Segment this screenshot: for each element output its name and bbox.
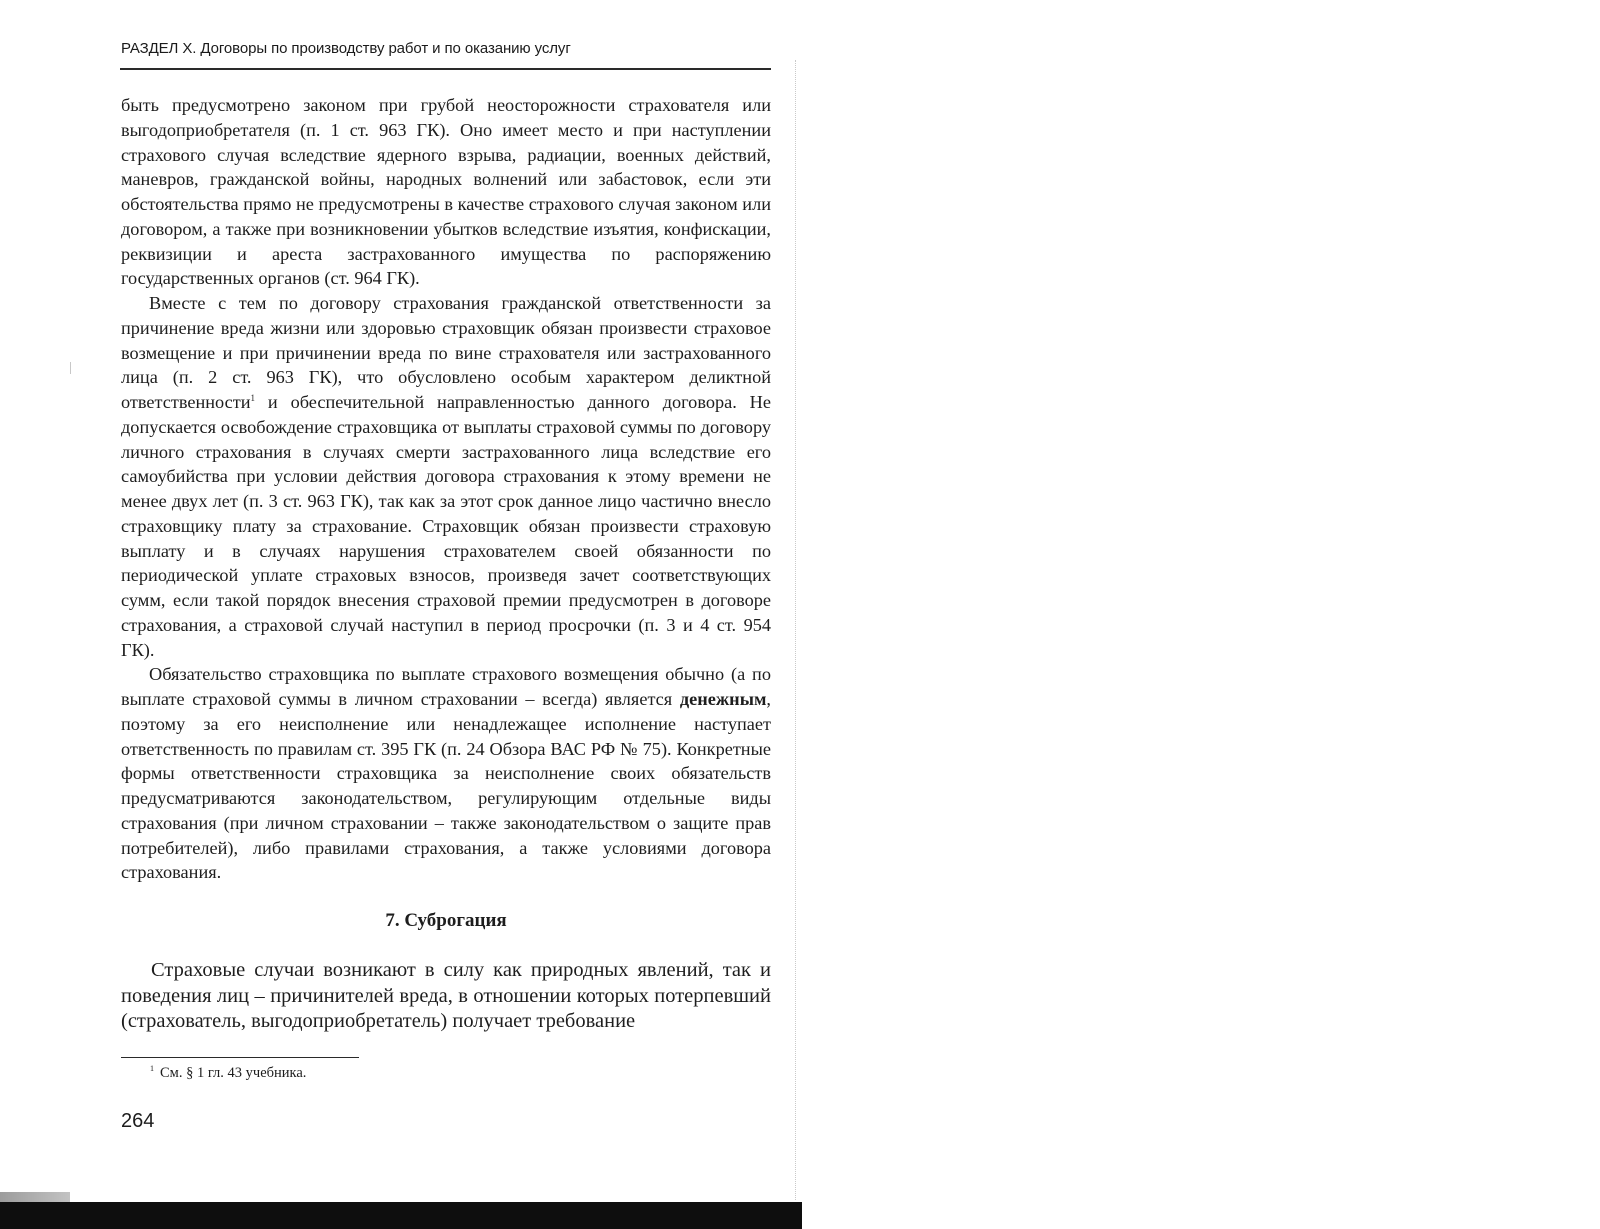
paragraph-2 bbox=[121, 291, 771, 662]
paragraph-2-text-a: Вместе с тем по договору страхования гражданской ответственности за причинение вреда жизни или здоровью страховщик обязан произвести страховое возмещение и при причинении вреда по вине страхователя или застрахованного лица (п. 2 ст. 963 ГК), что обусловлено особым характером деликтной ответственности bbox=[121, 293, 771, 412]
header-rule bbox=[120, 68, 771, 70]
footnote-rule bbox=[121, 1057, 359, 1058]
running-head: РАЗДЕЛ X. Договоры по производству работ и по оказанию услуг bbox=[121, 40, 571, 57]
footnote-reference: 1 bbox=[250, 392, 256, 403]
page-number: 264 bbox=[121, 1110, 155, 1132]
footnote bbox=[150, 1064, 306, 1082]
paragraph-3-text-b: , поэтому за его неисполнение или ненадлежащее исполнение наступает ответственность по правилам ст. 395 ГК (п. 24 Обзора ВАС РФ № 75). Конкретные формы ответственности страховщика за неисполнение своих обязательств предусматриваются законодательством, регулирующим отдельные виды страхования (при личном страховании – также законодательством о защите прав потребителей), либо правилами страхования, а также условиями договора страхования. bbox=[121, 689, 771, 883]
paragraph-1: быть предусмотрено законом при грубой неосторожности страхователя или выгодоприобретателя (п. 1 ст. 963 ГК). Оно имеет место и при наступлении страхового случая вследствие ядерного взрыва, радиации, военных действий, маневров, гражданской войны, народных волнений или забастовок, если эти обстоятельства прямо не предусмотрены в качестве страхового случая законом или договором, а также при возникновении убытков вследствие изъятия, конфискации, реквизиции и ареста застрахованного имущества по распоряжению государственных органов (ст. 964 ГК). bbox=[121, 95, 771, 289]
paragraph-3-text-a: Обязательство страховщика по выплате страхового возмещения обычно (а по выплате страховой суммы в личном страховании – всегда) является bbox=[121, 664, 771, 709]
section-paragraph: Страховые случаи возникают в силу как природных явлений, так и поведения лиц – причинителей вреда, в отношении которых потерпевший (страхователь, выгодоприобретатель) получает требование bbox=[121, 959, 771, 1032]
footnote-marker: 1 bbox=[150, 1064, 154, 1073]
paragraph-3-bold-term: денежным bbox=[679, 689, 767, 709]
section-heading: 7. Суброгация bbox=[385, 910, 507, 931]
body-text bbox=[121, 93, 771, 885]
scan-bottom-band bbox=[0, 1202, 802, 1229]
page-gutter-artifact bbox=[795, 60, 796, 1200]
paragraph-3 bbox=[121, 662, 771, 885]
paragraph-2-text-b: и обеспечительной направленностью данного договора. Не допускается освобождение страховщика от выплаты страховой суммы по договору личного страхования в случаях смерти застрахованного лица вследствие его самоубийства при условии действия договора страхования к этому времени не менее двух лет (п. 3 ст. 963 ГК), так как за этот срок данное лицо частично внесло страховщику плату за страхование. Страховщик обязан произвести страховую выплату и в случаях нарушения страхователем своей обязанности по периодической уплате страховых взносов, произведя зачет соответствующих сумм, если такой порядок внесения страховой премии предусмотрен в договоре страхования, а страховой случай наступил в период просрочки (п. 3 и 4 ст. 954 ГК). bbox=[121, 392, 771, 660]
footnote-text: См. § 1 гл. 43 учебника. bbox=[160, 1064, 307, 1081]
margin-mark bbox=[70, 362, 71, 374]
section-body bbox=[121, 958, 771, 1035]
